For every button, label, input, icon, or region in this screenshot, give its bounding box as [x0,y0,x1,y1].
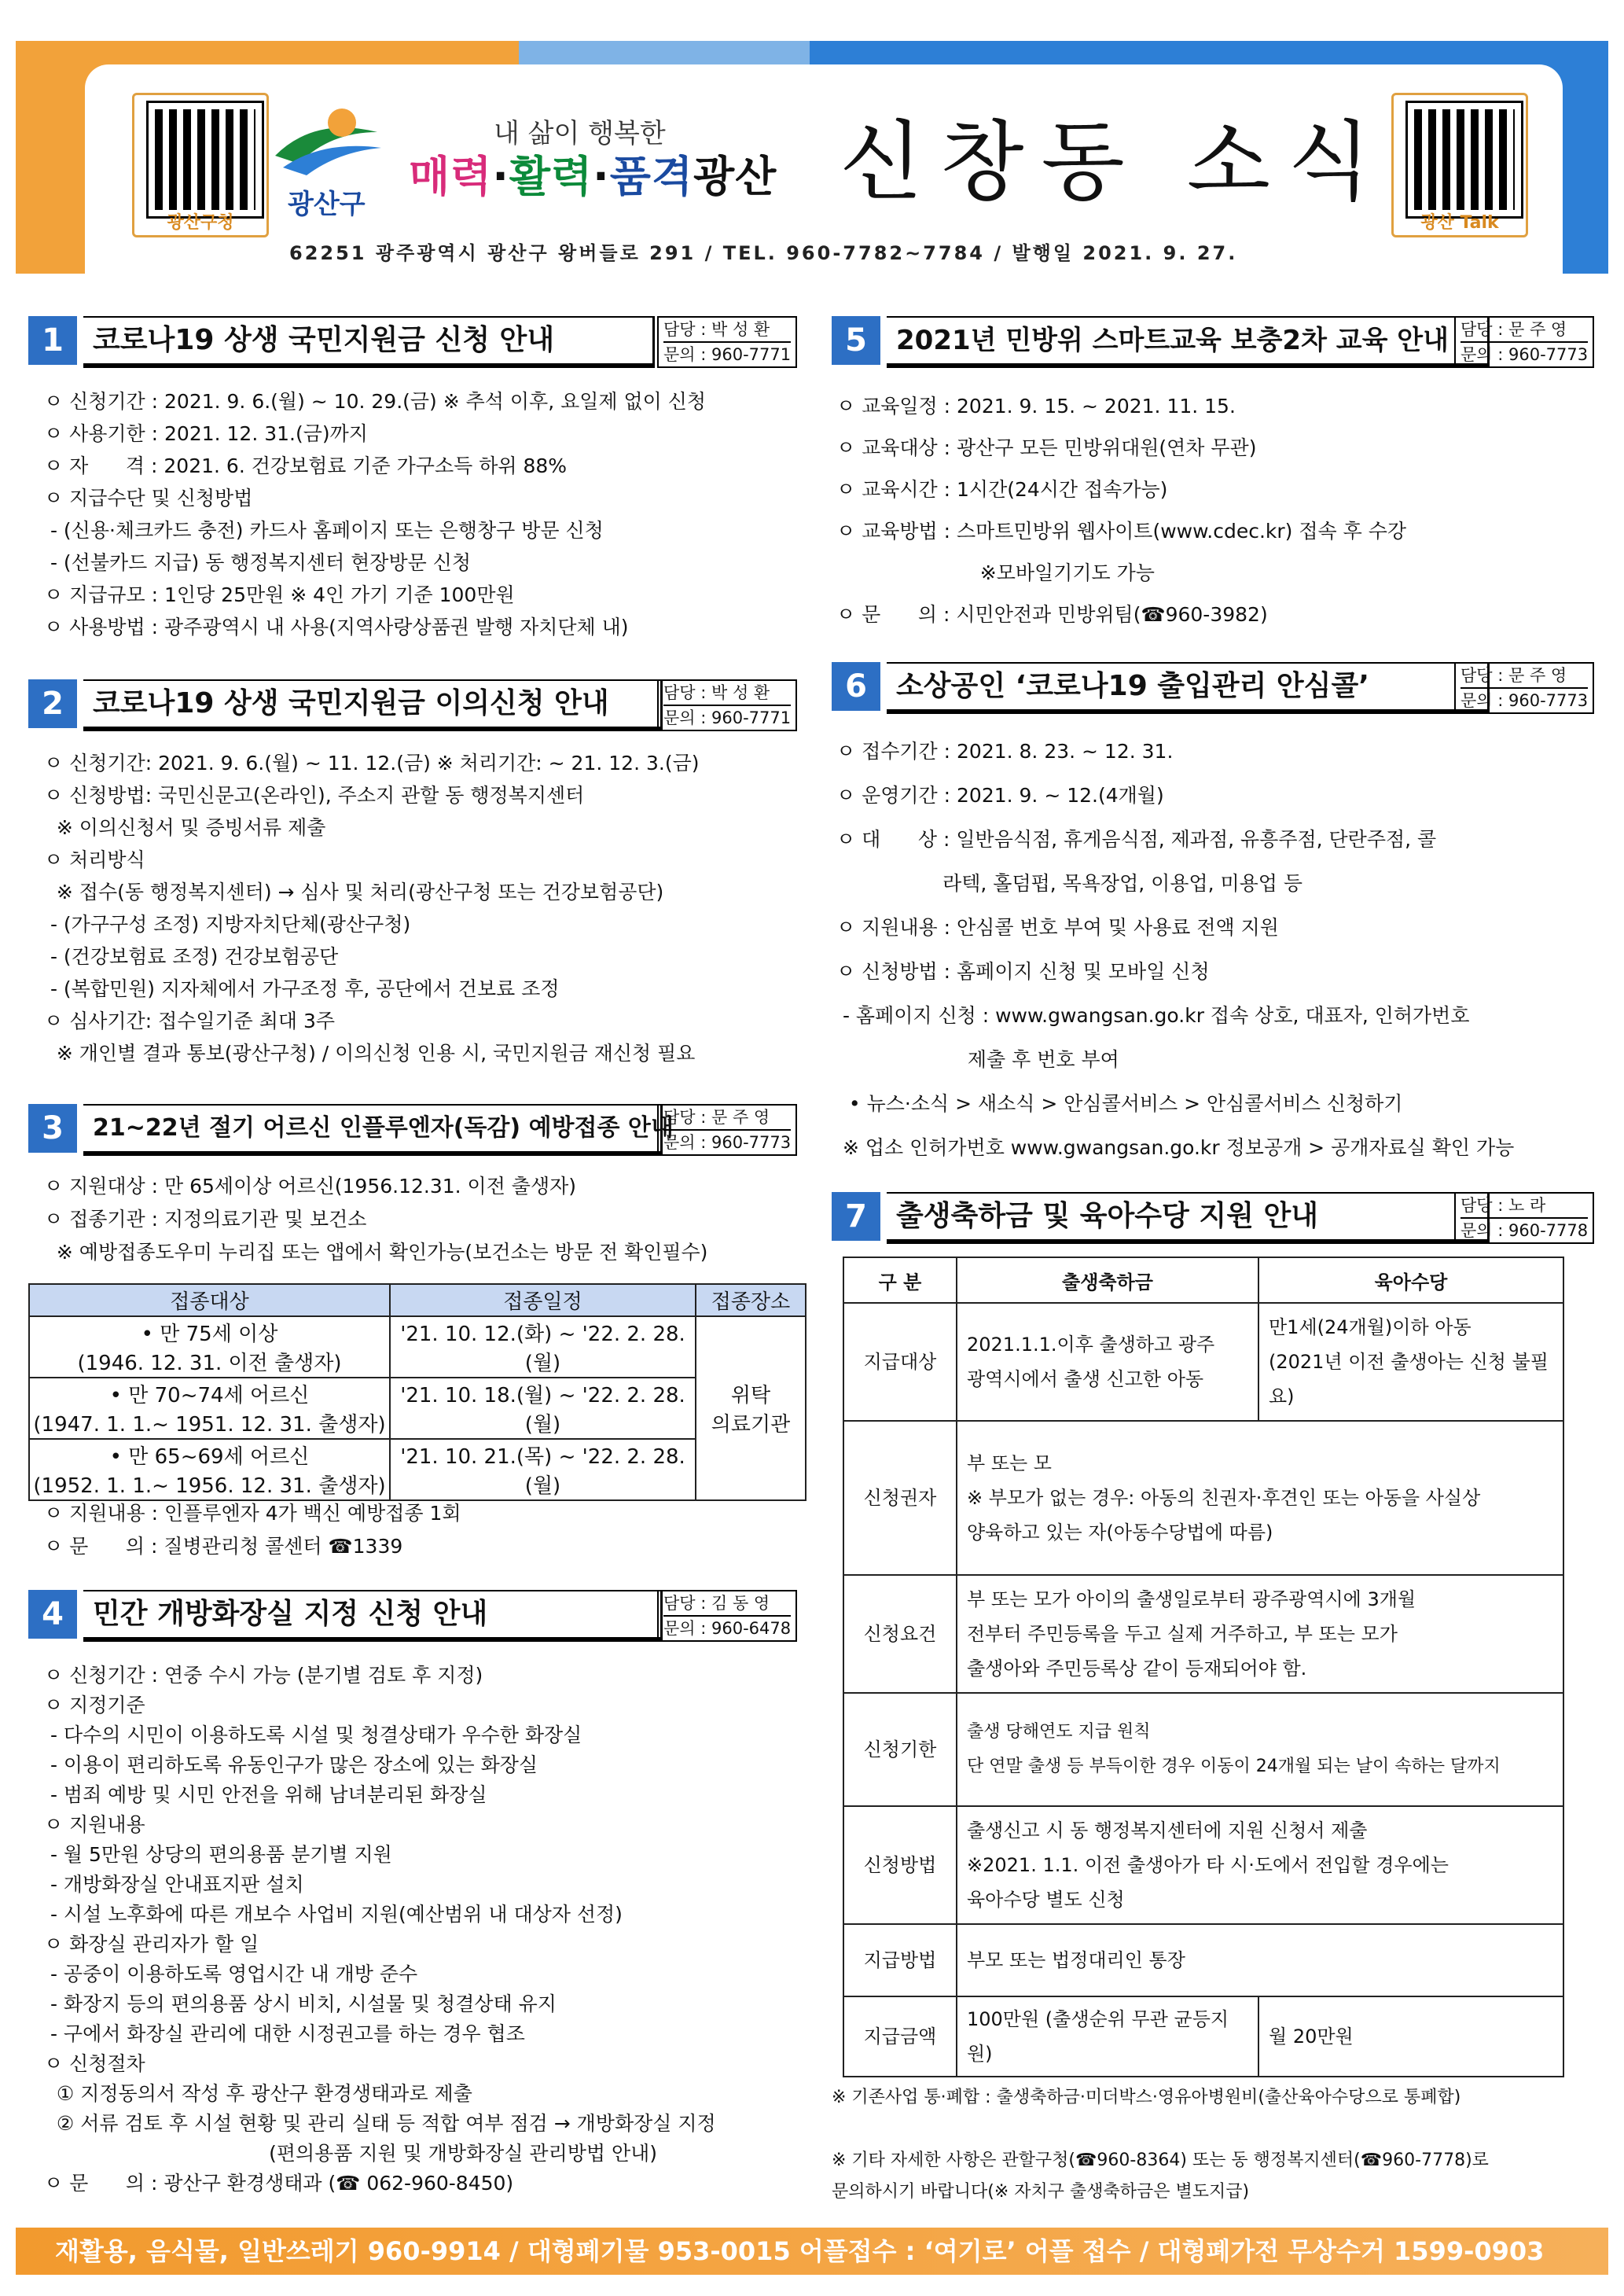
section-4-body: ㅇ 신청기간 : 연중 수시 가능 (분기별 검토 후 지정) ㅇ 지정기준 - 다수의 시민이 이용하도록 시설 및 청결상태가 우수한 화장실 - 이용이 편리하도록 유동인구가 많은 장소에 있는 화장실 - 범죄 예방 및 시민 안전을 위해 남녀분리된 화장실 ㅇ 지원내용 - 월 5만원 상당의 편의용품 분기별 지원 - 개방화장실 안내표지판 설치 - 시설 노후화에 따른 개보수 사업비 지원(예산범위 내 대상자 선정) ㅇ 화장실 관리자가 할 일 - 공중이 이용하도록 영업시간 내 개방 준수 - 화장지 등의 편의용품 상시 비치, 시설물 및 청결상태 유지 - 구에서 화장실 관리에 대한 시정권고를 하는 경우 협조 ㅇ 신청절차 ① 지정동의서 작성 후 광산구 환경생태과로 제출 ② 서류 검토 후 시설 현황 및 관리 실태 등 적합 여부 점검 → 개방화장실 지정 (편의용품 지원 및 개방화장실 관리방법 안내) ㅇ 문 의 : 광산구 환경생태과 (☎ 062-960-8450) [44,1664,716,2195]
section-title: 민간 개방화장실 지정 신청 안내 [83,1590,663,1642]
contact-box: 담당 : 문 주 영 문의 : 960-7773 [1454,662,1594,714]
section-7-note: ※ 기존사업 통·폐합 : 출생축하금·미더박스·영유아병원비(출산육아수당으로 통폐합) ※ 기타 자세한 사항은 관할구청(☎960-8364) 또는 동 행정복지센터(☎960-7778)로 문의하시기 바랍니다(※ 자치구 출생축하금은 별도지급) [832,2088,1489,2202]
section-3-body-bottom: ㅇ 지원내용 : 인플루엔자 4가 백신 예방접종 1회 ㅇ 문 의 : 질병관리청 콜센터 ☎1339 [44,1502,461,1558]
table-row: 신청방법 출생신고 시 동 행정복지센터에 지원 신청서 제출 ※2021. 1.1. 이전 출생아가 타 시·도에서 전입할 경우에는 육아수당 별도 신청 [843,1806,1563,1924]
table-row: 지급방법 부모 또는 법정대리인 통장 [843,1924,1563,1996]
section-number: 6 [832,662,880,711]
slogan-sub: 내 삶이 행복한 [494,118,666,149]
section-3-body: ㅇ 지원대상 : 만 65세이상 어르신(1956.12.31. 이전 출생자) ㅇ 접종기관 : 지정의료기관 및 보건소 ※ 예방접종도우미 누리집 또는 앱에서 확인가능(보건소는 방문 전 확인필수) [44,1175,708,1264]
table-row: • 만 70~74세 어르신 (1947. 1. 1.~ 1951. 12. 31. 출생자) '21. 10. 18.(월) ~ '22. 2. 28.(월) [29,1378,806,1439]
section-title: 코로나19 상생 국민지원금 신청 안내 [83,316,655,368]
table-row: 신청권자 부 또는 모 ※ 부모가 없는 경우: 아동의 친권자·후견인 또는 아동을 사실상 양육하고 있는 자(아동수당법에 따름) [843,1421,1563,1575]
vaccination-table: 접종대상 접종일정 접종장소 • 만 75세 이상 (1946. 12. 31. 이전 출생자) '21. 10. 12.(화) ~ '22. 2. 28.(월) 위탁 의료기관 • 만 70~74세 어르신 (1947. 1. 1.~ 1951. 12. 31. 출생자) '21. 10. 18.(월) ~ '22. 2. 28.(월) • 만 65~69세 어르신 (1952. 1. 1.~ 1956. 12. 31. 출생자) '21. 10. 21.(목) ~ '22. 2. 28.(월) [28,1283,806,1501]
section-title: 21~22년 절기 어르신 인플루엔자(독감) 예방접종 안내 [83,1104,663,1156]
section-6-body: ㅇ 접수기간 : 2021. 8. 23. ~ 12. 31. ㅇ 운영기간 : 2021. 9. ~ 12.(4개월) ㅇ 대 상 : 일반음식점, 휴게음식점, 제과점, 유흥주점, 단란주점, 콜 라텍, 홀덤펍, 목욕장업, 이용업, 미용업 등 ㅇ 지원내용 : 안심콜 번호 부여 및 사용료 전액 지원 ㅇ 신청방법 : 홈페이지 신청 및 모바일 신청 - 홈페이지 신청 : www.gwangsan.go.kr 접속 상호, 대표자, 인허가번호 제출 후 번호 부여 • 뉴스·소식 > 새소식 > 안심콜서비스 > 안심콜서비스 신청하기 ※ 업소 인허가번호 www.gwangsan.go.kr 정보공개 > 공개자료실 확인 가능 [836,740,1515,1159]
section-title: 2021년 민방위 스마트교육 보충2차 교육 안내 [887,316,1490,368]
gwangsan-logo-icon [267,101,385,187]
footer-banner: 재활용, 음식물, 일반쓰레기 960-9914 / 대형폐기물 953-0015 어플접수 : ‘여기로’ 어플 접수 / 대형폐가전 무상수거 1599-0903 [16,2228,1608,2275]
table-row: 지급금액 100만원 (출생순위 무관 균등지원) 월 20만원 [843,1996,1563,2077]
qr-left-caption: 광산구청 [167,213,234,233]
contact-box: 담당 : 문 주 영 문의 : 960-7773 [1454,316,1594,368]
qr-icon [1408,103,1521,216]
section-number: 1 [28,316,77,365]
section-title: 소상공인 ‘코로나19 출입관리 안심콜’ [887,662,1490,714]
section-number: 2 [28,679,77,728]
contact-box: 담당 : 박 성 환 문의 : 960-7771 [657,679,797,731]
qr-code-right[interactable] [1391,93,1528,237]
qr-right-caption: 광산 Talk [1420,213,1499,233]
section-1-body: ㅇ 신청기간 : 2021. 9. 6.(월) ~ 10. 29.(금) ※ 추석 이후, 요일제 없이 신청 ㅇ 사용기한 : 2021. 12. 31.(금)까지 ㅇ 자 격 : 2021. 6. 건강보험료 기준 가구소득 하위 88% ㅇ 지급수단 및 신청방법 - (신용·체크카드 충전) 카드사 홈페이지 또는 은행창구 방문 신청 - (선불카드 지급) 동 행정복지센터 현장방문 신청 ㅇ 지급규모 : 1인당 25만원 ※ 4인 가기 기준 100만원 ㅇ 사용방법 : 광주광역시 내 사용(지역사랑상품권 발행 자치단체 내) [44,390,707,638]
section-title: 코로나19 상생 국민지원금 이의신청 안내 [83,679,663,731]
table-row: • 만 65~69세 어르신 (1952. 1. 1.~ 1956. 12. 31. 출생자) '21. 10. 21.(목) ~ '22. 2. 28.(월) [29,1439,806,1500]
table-row: 신청요건 부 또는 모가 아이의 출생일로부터 광주광역시에 3개월 전부터 주민등록을 두고 실제 거주하고, 부 또는 모가 출생아와 주민등록상 같이 등재되어야 함. [843,1575,1563,1693]
qr-icon [149,103,262,216]
address-line: 62251 광주광역시 광산구 왕버들로 291 / TEL. 960-7782~7784 / 발행일 2021. 9. 27. [289,242,1238,264]
newsletter-title: 신창동 소식 [840,112,1389,212]
contact-box: 담당 : 문 주 영 문의 : 960-7773 [657,1104,797,1156]
section-2-body: ㅇ 신청기간: 2021. 9. 6.(월) ~ 11. 12.(금) ※ 처리기간: ~ 21. 12. 3.(금) ㅇ 신청방법: 국민신문고(온라인), 주소지 관할 동 행정복지센터 ※ 이의신청서 및 증빙서류 제출 ㅇ 처리방식 ※ 접수(동 행정복지센터) → 심사 및 처리(광산구청 또는 건강보험공단) - (가구구성 조정) 지방자치단체(광산구청) - (건강보험료 조정) 건강보험공단 - (복합민원) 지자체에서 가구조정 후, 공단에서 건보료 조정 ㅇ 심사기간: 접수일기준 최대 3주 ※ 개인별 결과 통보(광산구청) / 이의신청 인용 시, 국민지원금 재신청 필요 [44,752,700,1065]
section-number: 7 [832,1192,880,1241]
table-row: • 만 75세 이상 (1946. 12. 31. 이전 출생자) '21. 10. 12.(화) ~ '22. 2. 28.(월) 위탁 의료기관 [29,1316,806,1378]
section-5-body: ㅇ 교육일정 : 2021. 9. 15. ~ 2021. 11. 15. ㅇ 교육대상 : 광산구 모든 민방위대원(연차 무관) ㅇ 교육시간 : 1시간(24시간 접속가능) ㅇ 교육방법 : 스마트민방위 웹사이트(www.cdec.kr) 접속 후 수강 ※모바일기기도 가능 ㅇ 문 의 : 시민안전과 민방위팀(☎960-3982) [836,395,1406,626]
contact-box: 담당 : 김 동 영 문의 : 960-6478 [657,1590,797,1642]
table-row: 지급대상 2021.1.1.이후 출생하고 광주 광역시에서 출생 신고한 아동 만1세(24개월)이하 아동 (2021년 이전 출생아는 신청 불필요) [843,1303,1563,1421]
section-number: 4 [28,1590,77,1639]
table-row: 신청기한 출생 당해연도 지급 원칙 단 연말 출생 등 부득이한 경우 이동이 24개월 되는 날이 속하는 달까지 [843,1693,1563,1806]
logo-text: 광산구 [288,189,366,220]
qr-code-left[interactable] [132,93,269,237]
childbirth-support-table: 구 분 출생축하금 육아수당 지급대상 2021.1.1.이후 출생하고 광주 광역시에서 출생 신고한 아동 만1세(24개월)이하 아동 (2021년 이전 출생아는 신청 불필요) 신청권자 부 또는 모 ※ 부모가 없는 경우: 아동의 친권자·후견인 또는 아동을 사실상 양육하고 있는 자(아동수당법에 따름) 신청요건 부 또는 모가 아이의 출생일로부터 광주광역시에 3개월 전부터 주민등록을 두고 실제 거주하고, 부 또는 모가 출생아와 주민등록상 같이 등재되어야 함. 신청기한 출생 당해연도 지급 원칙 단 연말 출생 등 부득이한 경우 이동이 24개월 되는 날이 속하는 달까지 신청방법 출생신고 시 동 행정복지센터에 지원 신청서 제출 ※2021. 1.1. 이전 출생아가 타 시·도에서 전입할 경우에는 육아수당 별도 신청 지급방법 부모 또는 법정대리인 통장 지급금액 100만원 (출생순위 무관 균등지원) 월 20만원 [843,1257,1564,2077]
section-title: 출생축하금 및 육아수당 지원 안내 [887,1192,1490,1244]
section-number: 5 [832,316,880,365]
contact-box: 담당 : 박 성 환 문의 : 960-7771 [657,316,797,368]
contact-box: 담당 : 노 라 문의 : 960-7778 [1454,1192,1594,1244]
slogan: 매력·활력·품격광산 [409,152,777,201]
section-number: 3 [28,1104,77,1153]
masthead [85,64,1563,277]
